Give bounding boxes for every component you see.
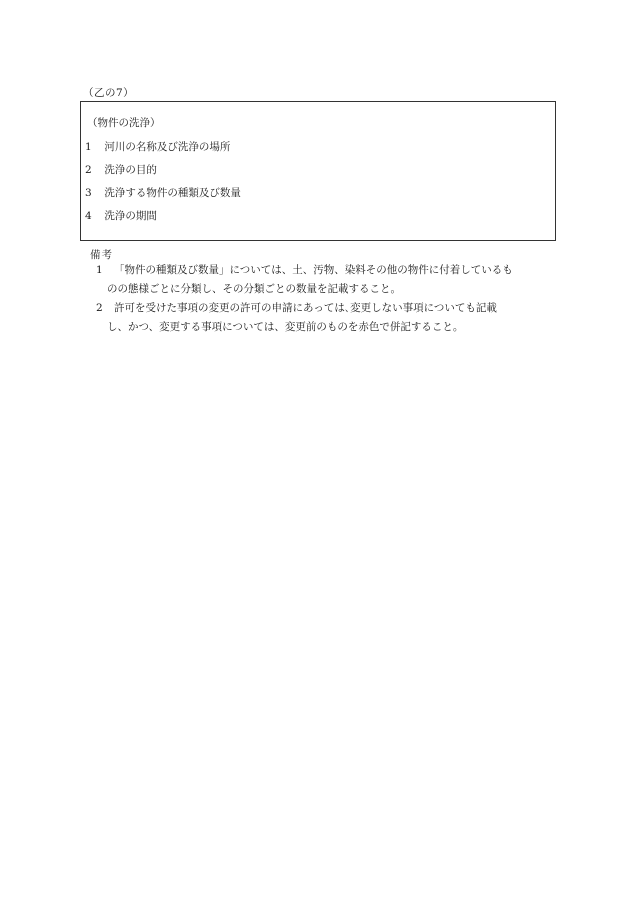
item-text: 河川の名称及び洗浄の場所 <box>104 141 231 153</box>
box-item-kind-quantity <box>85 185 241 200</box>
item-number: 1 <box>85 141 92 153</box>
remark-number: 1 <box>96 264 103 276</box>
item-number: 3 <box>85 187 92 199</box>
box-item-river-location <box>85 139 230 154</box>
remark-text: 許可を受けた事項の変更の許可の申請にあっては､変更しない事項についても記載 <box>114 302 497 314</box>
form-number-label: （乙の7） <box>83 87 135 99</box>
box-heading: （物件の洗浄） <box>87 117 161 129</box>
box-item-period <box>85 208 157 223</box>
remark-number: 2 <box>96 302 103 314</box>
item-text: 洗浄の目的 <box>104 164 157 176</box>
remark-line <box>96 261 566 280</box>
remark-line <box>96 299 566 318</box>
remark-note-1 <box>96 261 566 299</box>
remark-text: 「物件の種類及び数量」については、土、汚物、染料その他の物件に付着しているも <box>114 264 513 276</box>
item-number: 2 <box>85 164 92 176</box>
item-number: 4 <box>85 210 92 222</box>
remarks-title: 備考 <box>90 249 113 261</box>
remark-continuation: のの態様ごとに分類し、その分類ごとの数量を記載すること。 <box>107 283 401 295</box>
remark-note-2 <box>96 299 566 337</box>
box-item-purpose <box>85 162 157 177</box>
item-text: 洗浄する物件の種類及び数量 <box>104 187 241 199</box>
remark-continuation: し、かつ、変更する事項については、変更前のものを赤色で併記すること。 <box>107 321 464 333</box>
form-box <box>80 101 556 241</box>
item-text: 洗浄の期間 <box>104 210 157 222</box>
